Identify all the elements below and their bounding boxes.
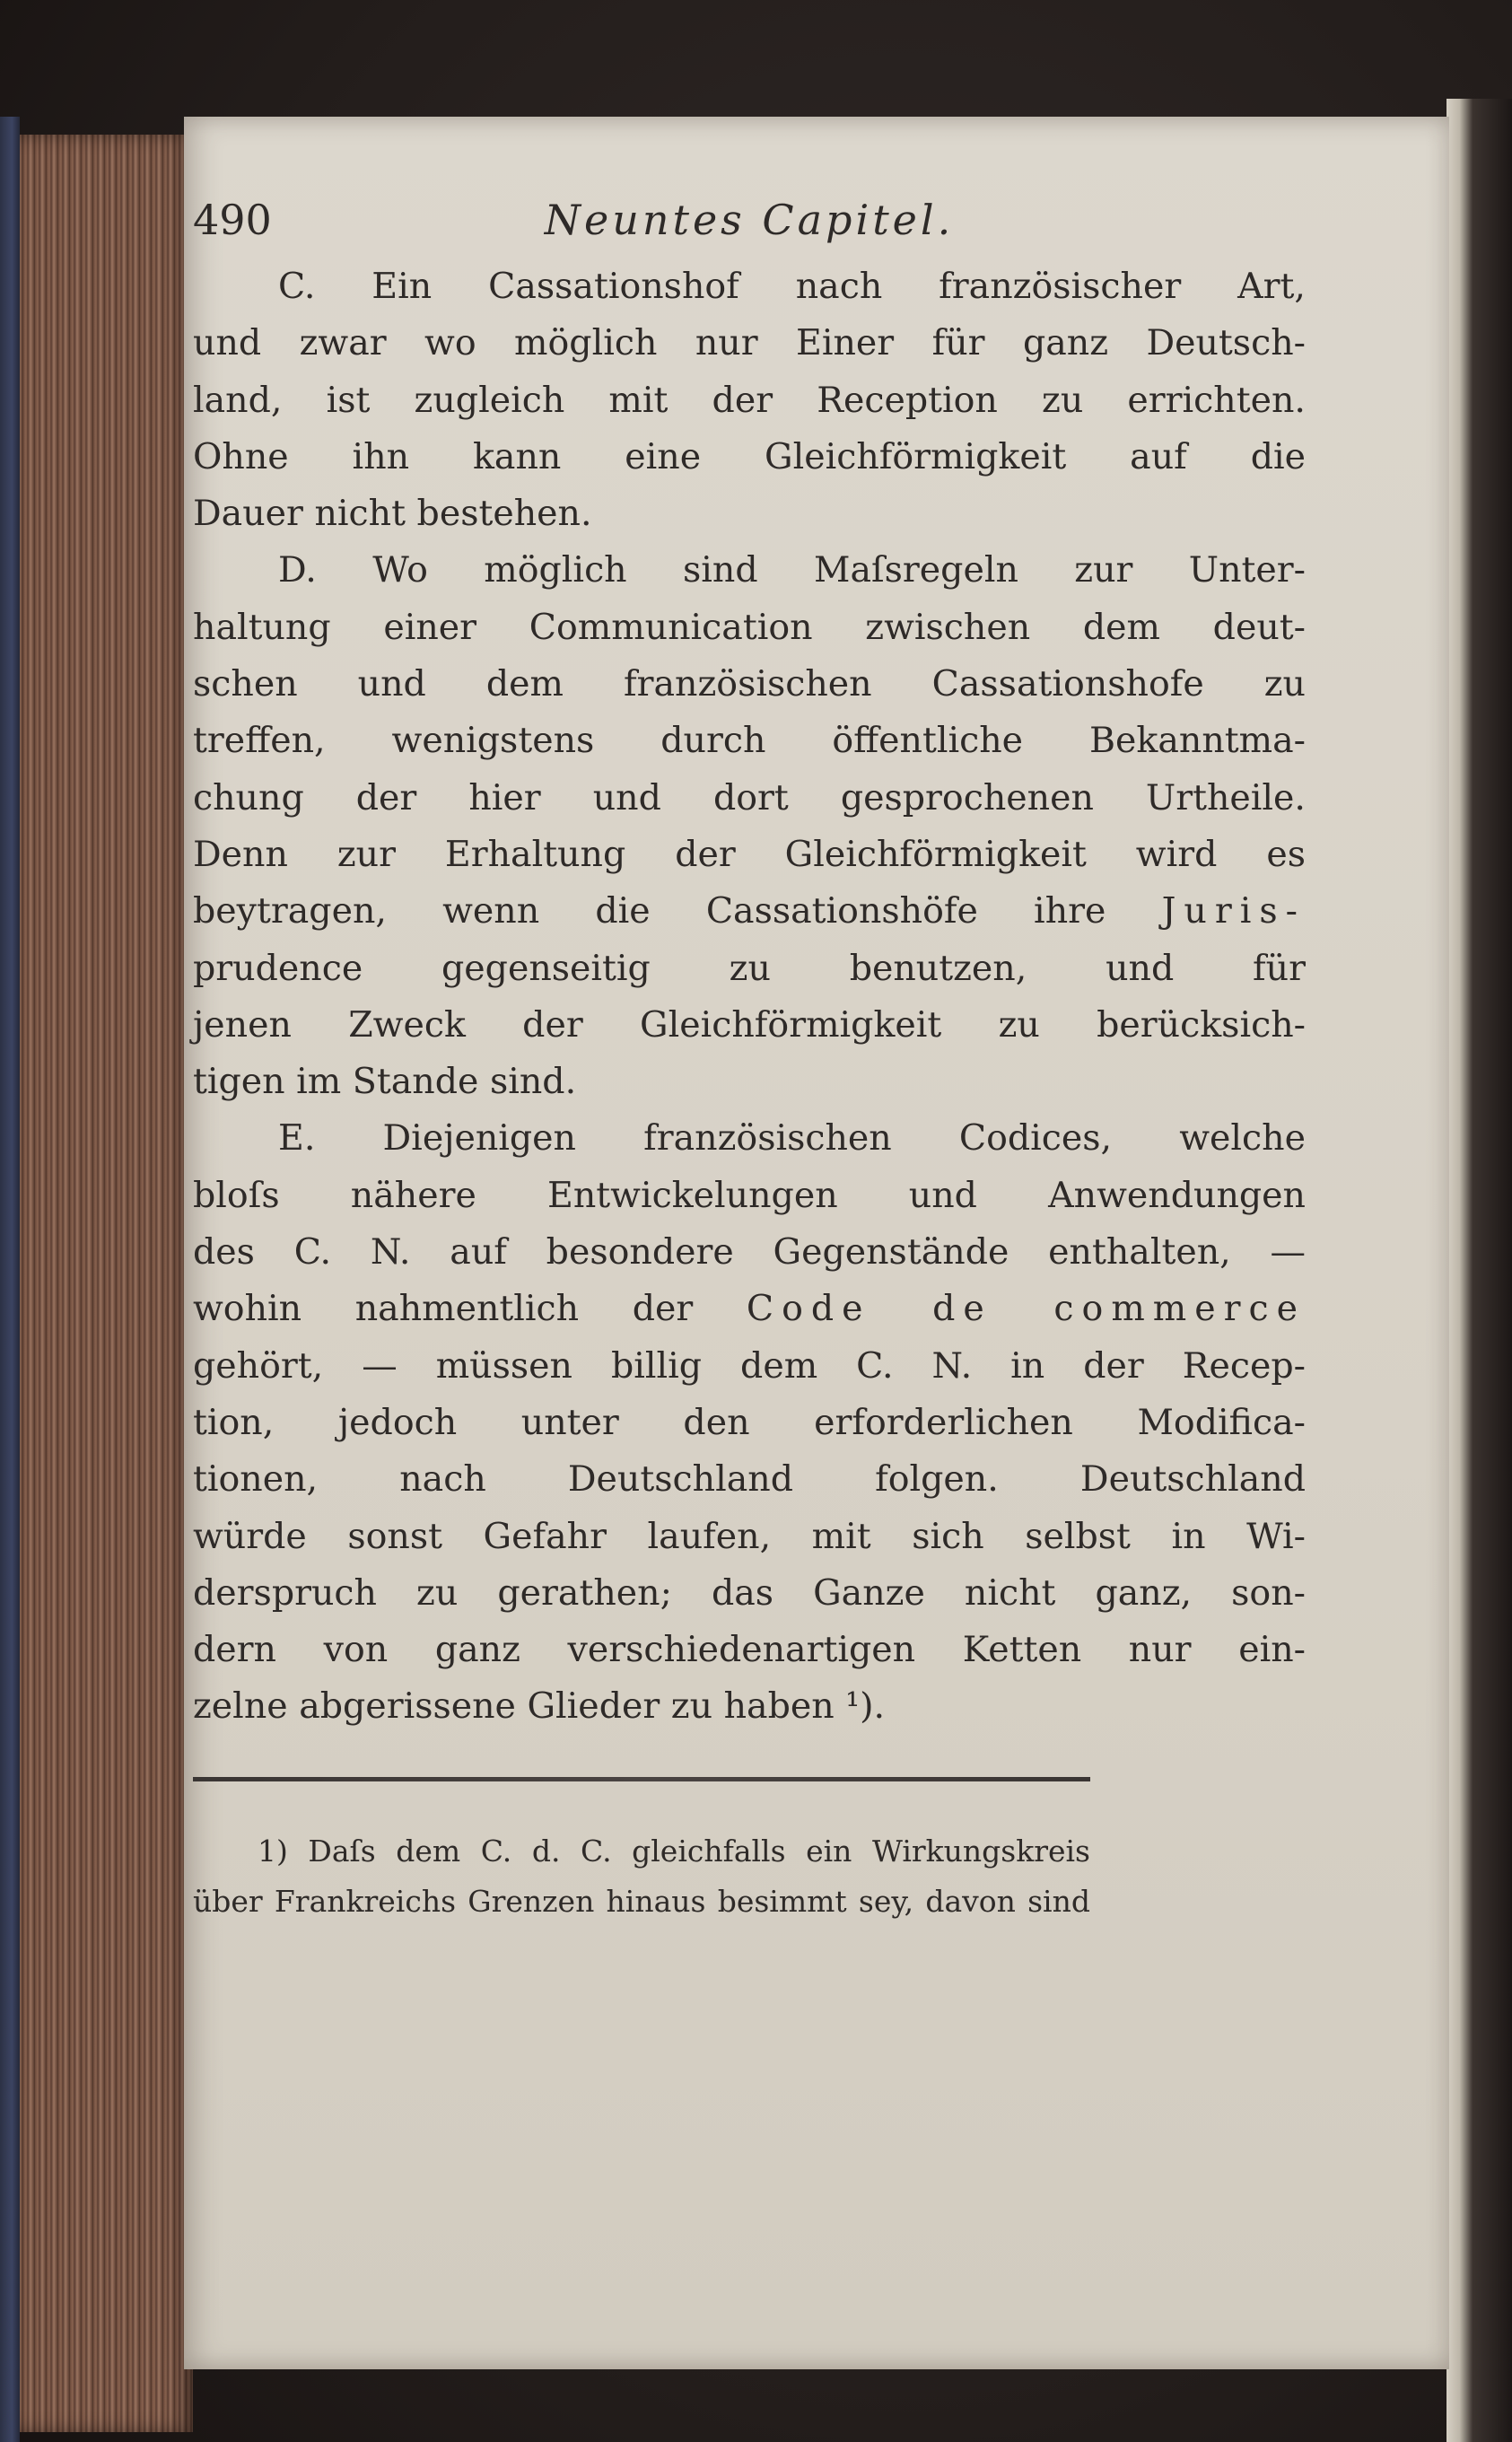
text-line: Ohne ihn kann eine Gleichförmigkeit auf die xyxy=(193,435,1306,477)
spaced-word: Code de commerce xyxy=(746,1288,1306,1330)
text-line: C. Ein Cassationshof nach französischer Art, xyxy=(278,266,1306,307)
text-line: des C. N. auf besondere Gegenstände enthalten, — xyxy=(193,1231,1306,1274)
text-line: E. Diejenigen französischen Codices, welche xyxy=(278,1117,1306,1160)
text-line: land, ist zugleich mit der Reception zu errichten. xyxy=(193,379,1306,421)
text-line: schen und dem französischen Cassationshofe zu xyxy=(193,663,1306,705)
text-line: bloſs nähere Entwickelungen und Anwendungen xyxy=(193,1174,1306,1216)
footnote-line: über Frankreichs Grenzen hinaus besimmt sey, davon sind xyxy=(193,1883,1090,1919)
text-line: chung der hier und dort gesprochenen Urtheile. xyxy=(193,776,1306,818)
text-line: derspruch zu gerathen; das Ganze nicht ganz, son- xyxy=(193,1571,1306,1614)
left-page-stack xyxy=(0,135,193,2432)
text-fragment: beytragen, wenn die Cassationshöfe ihre xyxy=(193,890,1106,932)
text-line: Dauer nicht bestehen. xyxy=(193,493,592,535)
running-head xyxy=(193,188,1306,251)
text-line: tion, jedoch unter den erforderlichen Modifica- xyxy=(193,1401,1306,1443)
footnote-divider xyxy=(193,1777,1090,1781)
text-line: treffen, wenigstens durch öffentliche Bekanntma- xyxy=(193,720,1306,762)
text-line: jenen Zweck der Gleichförmigkeit zu berücksich- xyxy=(193,1003,1306,1046)
text-line: Denn zur Erhaltung der Gleichförmigkeit wird es xyxy=(193,833,1306,875)
paragraph-e xyxy=(193,1110,1306,1735)
text-line-with-spaced-word xyxy=(193,883,1306,940)
text-fragment: wohin nahmentlich der xyxy=(193,1288,694,1330)
body-text xyxy=(193,258,1306,1736)
text-line: tigen im Stande sind. xyxy=(193,1061,577,1103)
page-number: 490 xyxy=(193,196,272,244)
paragraph-c xyxy=(193,258,1306,542)
text-line: würde sonst Gefahr laufen, mit sich selbst in Wi- xyxy=(193,1515,1306,1557)
text-line: prudence gegenseitig zu benutzen, und für xyxy=(193,947,1306,989)
chapter-title: Neuntes Capitel. xyxy=(544,196,955,244)
text-line-with-spaced-word xyxy=(193,1281,1306,1337)
text-line: dern von ganz verschiedenartigen Ketten nur ein- xyxy=(193,1629,1306,1671)
footnote xyxy=(193,1826,1090,1927)
page-content xyxy=(193,188,1306,1927)
book-cover-edge xyxy=(0,117,20,2442)
text-line: haltung einer Communication zwischen dem deut- xyxy=(193,606,1306,648)
text-line: tionen, nach Deutschland folgen. Deutschland xyxy=(193,1458,1306,1501)
spaced-word: Juris- xyxy=(1161,890,1306,932)
text-line: gehört, — müssen billig dem C. N. in der Recep- xyxy=(193,1344,1306,1387)
footnote-line: 1) Daſs dem C. d. C. gleichfalls ein Wirkungskreis xyxy=(258,1833,1090,1869)
paragraph-d xyxy=(193,542,1306,1110)
text-line: zelne abgerissene Glieder zu haben ¹). xyxy=(193,1685,886,1728)
text-line: und zwar wo möglich nur Einer für ganz Deutsch- xyxy=(193,322,1306,364)
right-page-edge xyxy=(1446,99,1512,2442)
text-line: D. Wo möglich sind Maſsregeln zur Unter- xyxy=(278,549,1306,591)
